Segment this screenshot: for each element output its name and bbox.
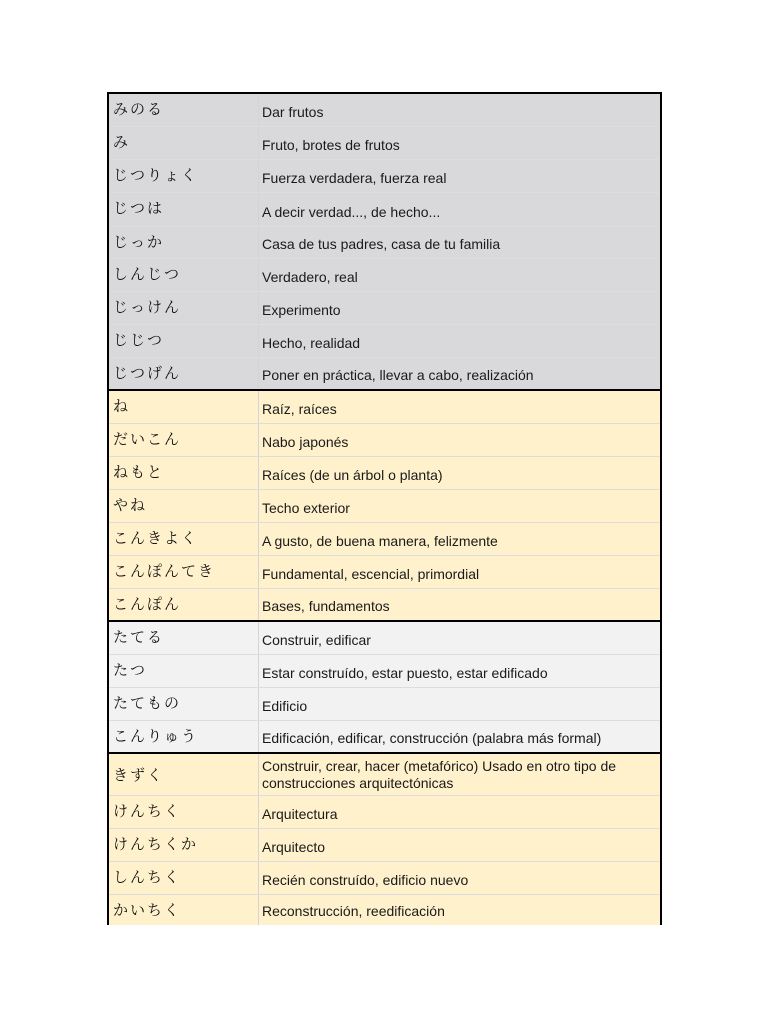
kana-cell: じつげん	[109, 358, 259, 389]
kana-cell: きずく	[109, 754, 259, 795]
meaning-cell: Construir, edificar	[262, 632, 371, 648]
kana-cell: こんりゅう	[109, 721, 259, 752]
meaning-cell: Raíces (de un árbol o planta)	[262, 467, 443, 483]
table-row	[109, 895, 660, 925]
kana-cell: じっけん	[109, 292, 259, 324]
table-row	[109, 127, 660, 160]
meaning-cell: Experimento	[262, 302, 341, 318]
kana-cell: み	[109, 127, 259, 159]
group-ne	[109, 391, 660, 622]
group-kizuku	[109, 754, 660, 925]
meaning-cell: Fuerza verdadera, fuerza real	[262, 170, 447, 186]
table-row	[109, 688, 660, 721]
kana-cell: だいこん	[109, 424, 259, 456]
meaning-cell: Techo exterior	[262, 500, 350, 516]
meaning-cell: Reconstrucción, reedificación	[262, 903, 445, 919]
table-row	[109, 523, 660, 556]
kana-cell: たてる	[109, 622, 259, 654]
meaning-cell: Bases, fundamentos	[262, 598, 390, 614]
table-row	[109, 358, 660, 389]
table-row	[109, 325, 660, 358]
kana-cell: けんちくか	[109, 829, 259, 861]
meaning-cell: Poner en práctica, llevar a cabo, realización	[262, 367, 534, 383]
meaning-cell: Casa de tus padres, casa de tu familia	[262, 236, 501, 252]
table-row	[109, 655, 660, 688]
table-row	[109, 589, 660, 620]
kana-cell: しんちく	[109, 862, 259, 894]
kana-cell: こんぽん	[109, 589, 259, 620]
kana-cell: こんきよく	[109, 523, 259, 555]
kana-cell: こんぽんてき	[109, 556, 259, 588]
meaning-cell: Nabo japonés	[262, 434, 349, 450]
table-row	[109, 862, 660, 895]
kana-cell: みのる	[109, 94, 259, 126]
table-row	[109, 754, 660, 796]
table-row	[109, 391, 660, 424]
meaning-cell: Fruto, brotes de frutos	[262, 137, 400, 153]
kana-cell: ねもと	[109, 457, 259, 489]
table-row	[109, 490, 660, 523]
meaning-cell: Arquitecto	[262, 839, 326, 855]
meaning-cell: Edificio	[262, 698, 308, 714]
vocabulary-table	[107, 92, 662, 925]
table-row	[109, 556, 660, 589]
kana-cell: しんじつ	[109, 259, 259, 291]
table-row	[109, 193, 660, 227]
kana-cell: けんちく	[109, 796, 259, 828]
kana-cell: たてもの	[109, 688, 259, 720]
kana-cell: たつ	[109, 655, 259, 687]
table-row	[109, 796, 660, 829]
kana-cell: じつは	[109, 193, 259, 226]
kana-cell: かいちく	[109, 895, 259, 925]
meaning-cell: Construir, crear, hacer (metafórico) Usado en otro tipo de construcciones arquitectónicas	[262, 757, 617, 791]
table-row	[109, 292, 660, 325]
table-row	[109, 259, 660, 292]
meaning-cell: Edificación, edificar, construcción (palabra más formal)	[262, 730, 602, 746]
table-row	[109, 424, 660, 457]
meaning-cell: Recién construído, edificio nuevo	[262, 872, 469, 888]
meaning-cell: A gusto, de buena manera, felizmente	[262, 533, 498, 549]
table-row	[109, 457, 660, 490]
meaning-cell: Estar construído, estar puesto, estar edificado	[262, 665, 548, 681]
kana-cell: ね	[109, 391, 259, 423]
kana-cell: じじつ	[109, 325, 259, 357]
meaning-cell: Hecho, realidad	[262, 335, 361, 351]
meaning-cell: Arquitectura	[262, 806, 338, 822]
meaning-cell: Fundamental, escencial, primordial	[262, 566, 480, 582]
table-row	[109, 160, 660, 193]
table-row	[109, 622, 660, 655]
meaning-cell: A decir verdad..., de hecho...	[262, 204, 441, 220]
table-row	[109, 227, 660, 259]
group-tateru	[109, 622, 660, 754]
table-row	[109, 94, 660, 127]
kana-cell: じっか	[109, 227, 259, 258]
kana-cell: やね	[109, 490, 259, 522]
meaning-cell: Raíz, raíces	[262, 401, 337, 417]
meaning-cell: Dar frutos	[262, 104, 324, 120]
table-row	[109, 721, 660, 752]
meaning-cell: Verdadero, real	[262, 269, 358, 285]
kana-cell: じつりょく	[109, 160, 259, 192]
table-row	[109, 829, 660, 862]
group-jitsu	[109, 94, 660, 391]
